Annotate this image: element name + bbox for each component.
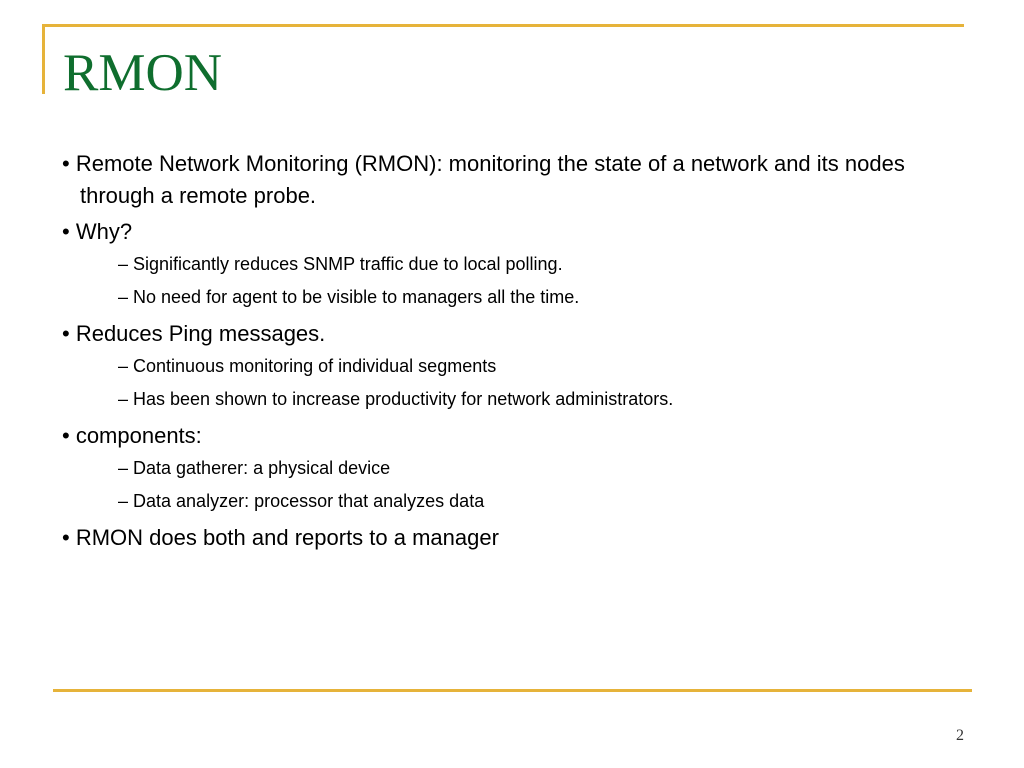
bullet-rmon-reports: • RMON does both and reports to a manager: [62, 525, 499, 550]
page-number: 2: [956, 727, 964, 744]
sub-bullet-data-gatherer: – Data gatherer: a physical device: [118, 458, 391, 478]
bullet-rmon-definition: • Remote Network Monitoring (RMON): monitoring the state of a network and its nodes through a remote probe.: [62, 151, 905, 208]
top-divider-line: [42, 24, 964, 27]
sub-bullet-snmp-traffic: – Significantly reduces SNMP traffic due to local polling.: [118, 254, 563, 274]
bullet-components: • components:: [62, 423, 202, 448]
slide-title: RMON: [63, 44, 223, 102]
sub-bullet-productivity: – Has been shown to increase productivity for network administrators.: [118, 389, 674, 409]
sub-bullet-data-analyzer: – Data analyzer: processor that analyzes data: [118, 491, 485, 511]
bullet-reduces-ping: • Reduces Ping messages.: [62, 321, 326, 346]
sub-bullet-continuous-monitoring: – Continuous monitoring of individual segments: [118, 356, 497, 376]
bullet-list: [62, 148, 962, 558]
left-divider-line: [42, 24, 45, 94]
sub-bullet-agent-visibility: – No need for agent to be visible to managers all the time.: [118, 287, 580, 307]
bullet-why: • Why?: [62, 219, 133, 244]
bottom-divider-line: [53, 689, 972, 692]
